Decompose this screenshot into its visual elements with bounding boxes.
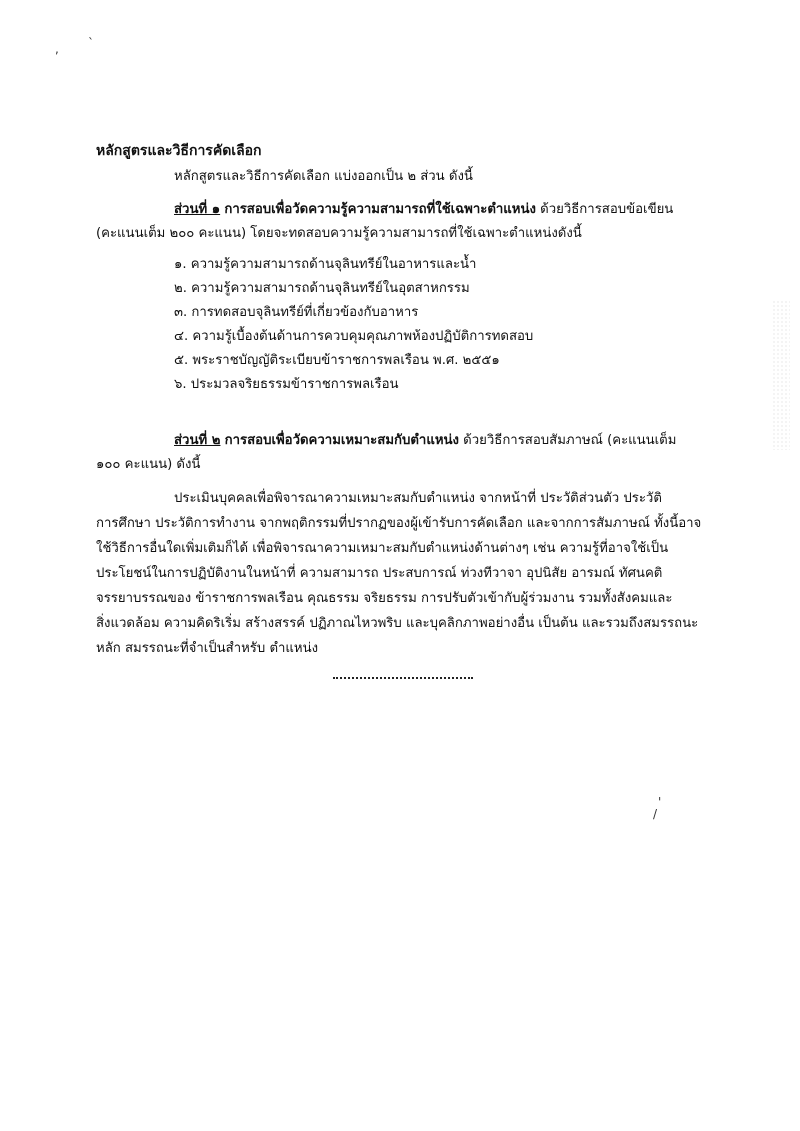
- evaluation-line: สิ่งแวดล้อม ความคิดริเริ่ม สร้างสรรค์ ปฏิภาณไหวพริบ และบุคลิกภาพอย่างอื่น เป็นต้น และรวมถึงสมรรถนะ: [96, 616, 699, 631]
- part2-first-line: [174, 431, 676, 451]
- scan-speck: /: [653, 807, 658, 821]
- part2-title: ส่วนที่ ๒: [174, 433, 221, 448]
- scan-speck: ': [658, 795, 662, 809]
- evaluation-line: ประเมินบุคคลเพื่อพิจารณาความเหมาะสมกับตำแหน่ง จากหน้าที่ ประวัติส่วนตัว ประวัติ: [174, 491, 662, 506]
- part1-item: ๔. ความรู้เบื้องต้นด้านการควบคุมคุณภาพห้องปฏิบัติการทดสอบ: [174, 329, 534, 344]
- evaluation-line: ประโยชน์ในการปฏิบัติงานในหน้าที่ ความสามารถ ประสบการณ์ ท่วงทีวาจา อุปนิสัย อารมณ์ ทัศนคติ: [96, 566, 663, 581]
- evaluation-line: หลัก สมรรถนะที่จำเป็นสำหรับ ตำแหน่ง: [96, 641, 319, 656]
- intro-paragraph: หลักสูตรและวิธีการคัดเลือก แบ่งออกเป็น ๒ ส่วน ดังนี้: [174, 169, 473, 184]
- part2-method: ด้วยวิธีการสอบสัมภาษณ์ (คะแนนเต็ม: [458, 433, 677, 448]
- part1-second-line: (คะแนนเต็ม ๒๐๐ คะแนน) โดยจะทดสอบความรู้ความสามารถที่ใช้เฉพาะตำแหน่งดังนี้: [96, 226, 582, 241]
- evaluation-line: ใช้วิธีการอื่นใดเพิ่มเติมก็ได้ เพื่อพิจารณาความเหมาะสมกับตำแหน่งด้านต่างๆ เช่น ความรู้ที่อาจใช้เป็น: [96, 541, 669, 556]
- section-heading: หลักสูตรและวิธีการคัดเลือก: [96, 143, 262, 159]
- part1-item: ๒. ความรู้ความสามารถด้านจุลินทรีย์ในอุตสาหกรรม: [174, 281, 470, 296]
- part1-method: ด้วยวิธีการสอบข้อเขียน: [535, 202, 674, 217]
- part1-item: ๑. ความรู้ความสามารถด้านจุลินทรีย์ในอาหารและน้ำ: [174, 257, 477, 272]
- part1-first-line: [174, 200, 673, 220]
- end-divider: [333, 677, 473, 679]
- scan-speck: `: [88, 36, 94, 50]
- part2-second-line: ๑๐๐ คะแนน) ดังนี้: [96, 457, 201, 472]
- evaluation-line: การศึกษา ประวัติการทำงาน จากพฤติกรรมที่ปรากฏของผู้เข้ารับการคัดเลือก และจากการสัมภาษณ์ ทั้งนี้อาจ: [96, 516, 702, 531]
- part2-subject: การสอบเพื่อวัดความเหมาะสมกับตำแหน่ง: [224, 433, 459, 448]
- part1-title: ส่วนที่ ๑: [174, 202, 221, 217]
- evaluation-line: จรรยาบรรณของ ข้าราชการพลเรือน คุณธรรม จริยธรรม การปรับตัวเข้ากับผู้ร่วมงาน รวมทั้งสังคมและ: [96, 591, 673, 606]
- scan-speck: ,: [55, 42, 59, 56]
- part1-item: ๕. พระราชบัญญัติระเบียบข้าราชการพลเรือน พ.ศ. ๒๕๕๑: [174, 353, 500, 368]
- part1-subject: การสอบเพื่อวัดความรู้ความสามารถที่ใช้เฉพาะตำแหน่ง: [224, 202, 536, 217]
- scan-edge-noise: [772, 300, 790, 450]
- part1-item: ๓. การทดสอบจุลินทรีย์ที่เกี่ยวข้องกับอาหาร: [174, 305, 419, 320]
- part1-item: ๖. ประมวลจริยธรรมข้าราชการพลเรือน: [174, 377, 399, 392]
